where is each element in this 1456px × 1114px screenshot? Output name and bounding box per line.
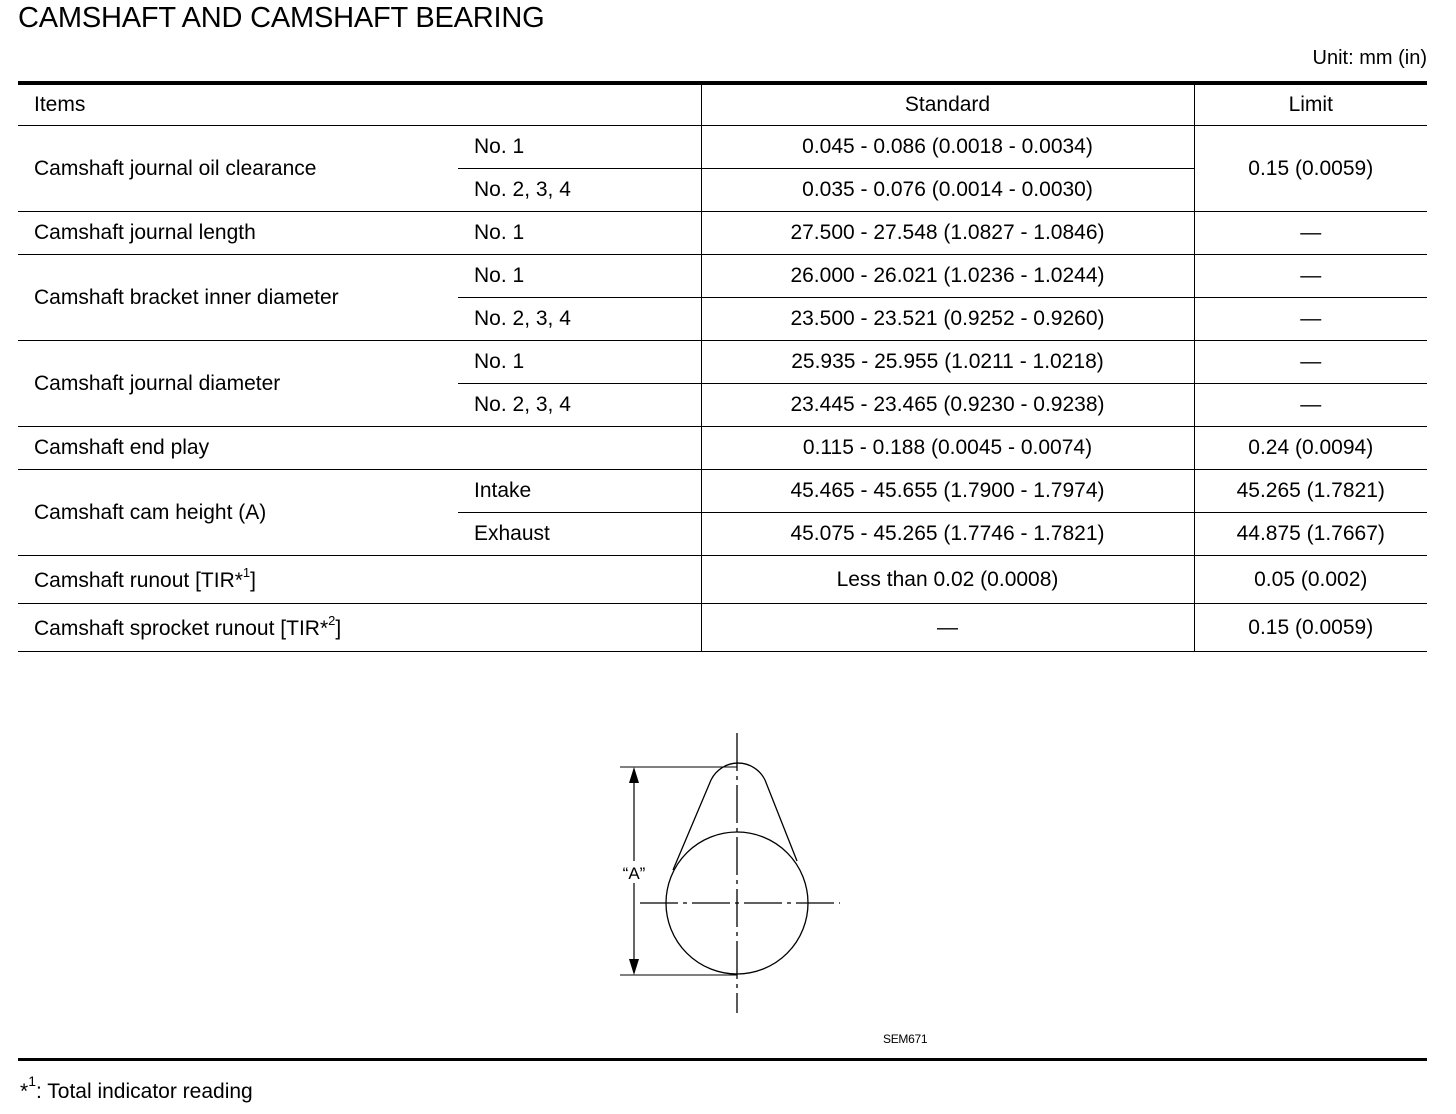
row-standard: 25.935 - 25.955 (1.0211 - 1.0218) [701, 341, 1194, 384]
row-sub: No. 1 [458, 341, 701, 384]
footnote-number: 1 [28, 1073, 36, 1089]
row-limit: — [1194, 298, 1427, 341]
cam-lobe-outline [673, 763, 797, 870]
dimension-arrow-top [629, 767, 639, 783]
footnote-marker: 1 [242, 564, 251, 580]
footnote [20, 1072, 253, 1105]
table-row [18, 341, 1427, 384]
row-sub: No. 1 [458, 255, 701, 298]
row-sub: No. 2, 3, 4 [458, 169, 701, 212]
table-row [18, 255, 1427, 298]
row-limit: 45.265 (1.7821) [1194, 470, 1427, 513]
row-label: Camshaft end play [18, 427, 701, 470]
row-standard: 0.115 - 0.188 (0.0045 - 0.0074) [701, 427, 1194, 470]
row-standard: 26.000 - 26.021 (1.0236 - 1.0244) [701, 255, 1194, 298]
spec-table [18, 85, 1427, 652]
footnote-mark: * [20, 1080, 29, 1103]
cam-lobe-diagram [580, 725, 880, 1025]
dimension-arrow-bottom [629, 959, 639, 975]
sprocket-runout-label: Camshaft sprocket runout [TIR* [34, 616, 329, 640]
row-limit: 44.875 (1.7667) [1194, 513, 1427, 556]
row-limit: — [1194, 341, 1427, 384]
row-limit: 0.24 (0.0094) [1194, 427, 1427, 470]
row-limit: — [1194, 384, 1427, 427]
row-label [18, 604, 701, 652]
row-limit: 0.15 (0.0059) [1194, 126, 1427, 212]
row-sub: No. 1 [458, 126, 701, 169]
bottom-rule [18, 1058, 1427, 1061]
row-sub: No. 1 [458, 212, 701, 255]
row-limit: — [1194, 212, 1427, 255]
sprocket-runout-label-end: ] [335, 616, 342, 640]
diagram-code: SEM671 [883, 1032, 928, 1046]
row-label: Camshaft journal oil clearance [18, 126, 458, 212]
footnote-marker: 2 [328, 612, 336, 628]
table-row [18, 126, 1427, 169]
row-standard: 0.045 - 0.086 (0.0018 - 0.0034) [701, 126, 1194, 169]
row-standard: 23.445 - 23.465 (0.9230 - 0.9238) [701, 384, 1194, 427]
runout-label-end: ] [250, 568, 256, 592]
row-standard: 45.465 - 45.655 (1.7900 - 1.7974) [701, 470, 1194, 513]
row-label: Camshaft cam height (A) [18, 470, 458, 556]
row-sub: No. 2, 3, 4 [458, 298, 701, 341]
table-row [18, 212, 1427, 255]
row-standard: 45.075 - 45.265 (1.7746 - 1.7821) [701, 513, 1194, 556]
row-standard: 23.500 - 23.521 (0.9252 - 0.9260) [701, 298, 1194, 341]
row-limit: 0.15 (0.0059) [1194, 604, 1427, 652]
row-standard: Less than 0.02 (0.0008) [701, 556, 1194, 604]
row-limit: — [1194, 255, 1427, 298]
table-row [18, 604, 1427, 652]
row-label: Camshaft journal length [18, 212, 458, 255]
unit-note: Unit: mm (in) [1312, 47, 1427, 69]
header-items: Items [18, 85, 701, 126]
footnote-text: : Total indicator reading [35, 1080, 253, 1103]
table-row [18, 470, 1427, 513]
header-limit: Limit [1194, 85, 1427, 126]
header-standard: Standard [701, 85, 1194, 126]
row-label [18, 556, 701, 604]
row-label: Camshaft bracket inner diameter [18, 255, 458, 341]
runout-label: Camshaft runout [TIR* [34, 568, 243, 592]
table-row [18, 427, 1427, 470]
row-sub: Exhaust [458, 513, 701, 556]
row-sub: Intake [458, 470, 701, 513]
row-sub: No. 2, 3, 4 [458, 384, 701, 427]
header-row [18, 85, 1427, 126]
row-standard: 27.500 - 27.548 (1.0827 - 1.0846) [701, 212, 1194, 255]
table-row [18, 556, 1427, 604]
page-title: CAMSHAFT AND CAMSHAFT BEARING [18, 2, 545, 34]
row-label: Camshaft journal diameter [18, 341, 458, 427]
row-limit: 0.05 (0.002) [1194, 556, 1427, 604]
row-standard: 0.035 - 0.076 (0.0014 - 0.0030) [701, 169, 1194, 212]
row-standard: — [701, 604, 1194, 652]
label-a: “A” [622, 864, 646, 883]
